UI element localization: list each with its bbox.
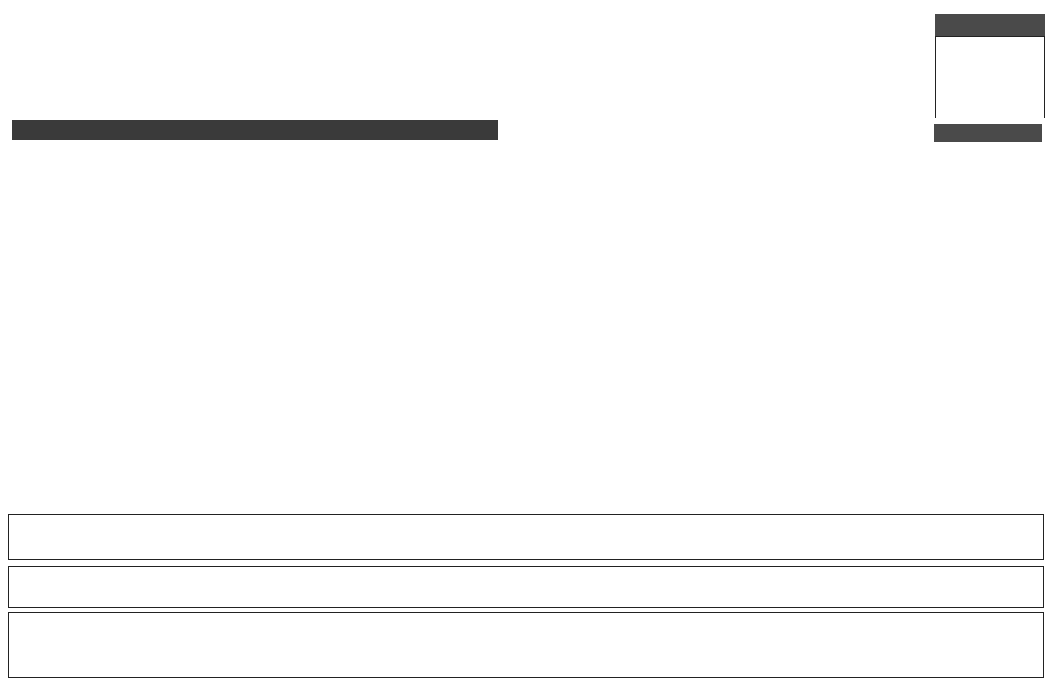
incolore-header	[934, 124, 1042, 142]
total-header	[880, 124, 934, 146]
materiel-box	[8, 566, 1044, 608]
option-sia-header	[935, 14, 1045, 36]
trousse-box	[8, 514, 1044, 560]
option-sia-box	[935, 36, 1045, 118]
uniforme-box	[8, 612, 1044, 678]
header-band	[12, 120, 498, 140]
